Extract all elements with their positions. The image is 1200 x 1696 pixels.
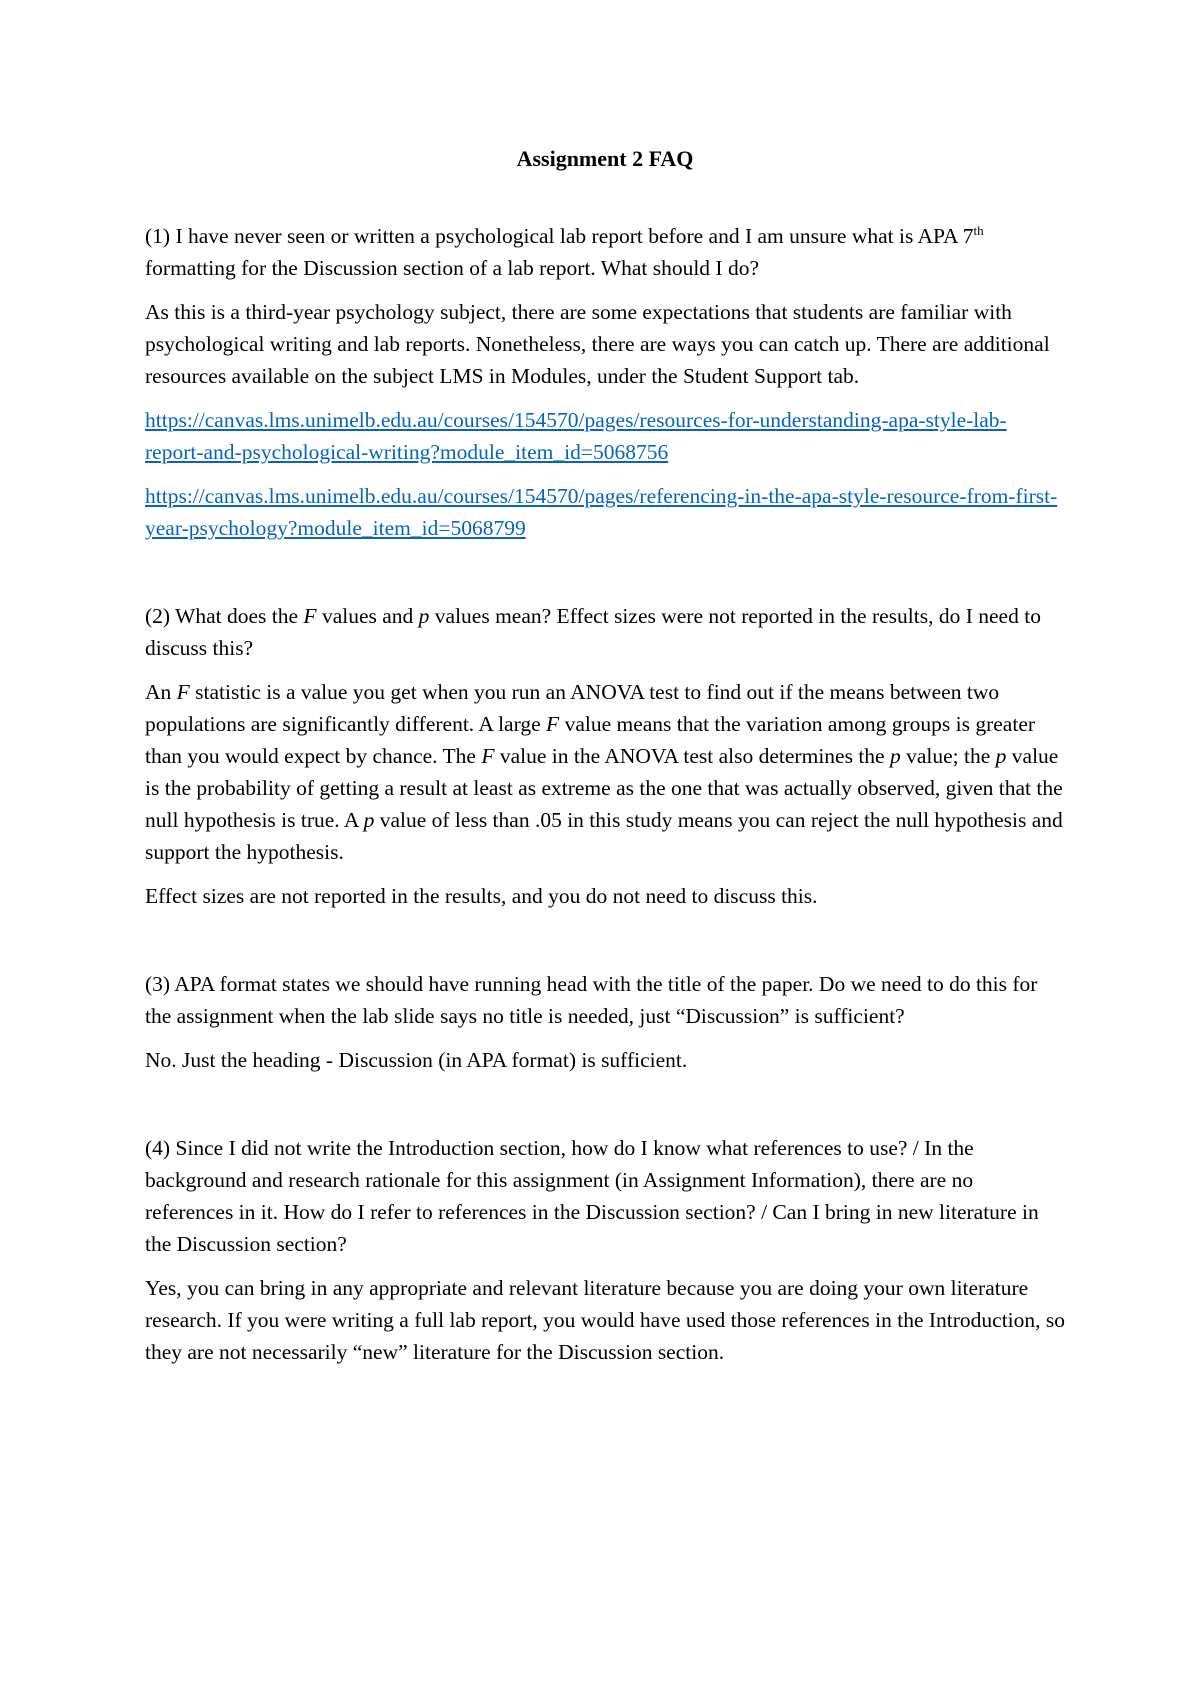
faq-3-answer: No. Just the heading - Discussion (in APA format) is sufficient. xyxy=(145,1048,688,1072)
faq-2-a-text-3: value means that the variation among groups is greater than you would expect by chance. The xyxy=(145,712,1036,768)
document-title: Assignment 2 FAQ xyxy=(516,146,694,171)
faq-item-1 xyxy=(145,220,1065,544)
document-body xyxy=(145,142,1065,1380)
faq-1-question-text-a: (1) I have never seen or written a psychological lab report before and I am unsure what is APA 7 xyxy=(145,224,974,248)
faq-2-a-text-6: value is the probability of getting a result at least as extreme as the one that was actually observed, given that the null hypothesis is true. A xyxy=(145,744,1063,832)
faq-1-link-2-paragraph xyxy=(145,480,1065,544)
faq-2-q-text-3: values mean? Effect sizes were not reported in the results, do I need to discuss this? xyxy=(145,604,1041,660)
section-spacer xyxy=(145,556,1065,600)
faq-2-q-italic-2: p xyxy=(418,604,430,628)
faq-2-a-text-2: statistic is a value you get when you run an ANOVA test to find out if the means between two populations are significantly different. A large xyxy=(145,680,1000,736)
faq-1-question-text-b: formatting for the Discussion section of a lab report. What should I do? xyxy=(145,256,759,280)
faq-2-a-text-1: An xyxy=(145,680,177,704)
faq-4-answer: Yes, you can bring in any appropriate and relevant literature because you are doing your own literature research. If you were writing a full lab report, you would have used those references in the Introduction, so they are not necessarily “new” literature for the Discussion section. xyxy=(145,1276,1066,1364)
section-spacer xyxy=(145,1088,1065,1132)
faq-2-answer xyxy=(145,676,1065,868)
resource-link-apa-referencing[interactable]: https://canvas.lms.unimelb.edu.au/courses/154570/pages/referencing-in-the-apa-style-resource-from-first-year-psychology?module_item_id=5068799 xyxy=(145,484,1058,540)
faq-2-q-text-1: (2) What does the xyxy=(145,604,304,628)
faq-1-link-1-paragraph xyxy=(145,404,1065,468)
faq-1-question xyxy=(145,220,1065,284)
faq-item-3 xyxy=(145,968,1065,1076)
faq-1-question-superscript: th xyxy=(973,222,984,238)
resource-link-apa-lab-report[interactable]: https://canvas.lms.unimelb.edu.au/courses/154570/pages/resources-for-understanding-apa-style-lab-report-and-psychological-writing?module_item_id=5068756 xyxy=(145,408,1007,464)
faq-item-4 xyxy=(145,1132,1065,1368)
faq-2-a-italic-2: F xyxy=(546,712,560,736)
faq-2-a-italic-5: p xyxy=(995,744,1007,768)
section-spacer xyxy=(145,924,1065,968)
faq-2-a-italic-4: p xyxy=(889,744,901,768)
faq-2-q-text-2: values and xyxy=(316,604,419,628)
faq-2-a-italic-3: F xyxy=(481,744,495,768)
faq-2-answer-effect-sizes: Effect sizes are not reported in the results, and you do not need to discuss this. xyxy=(145,884,818,908)
faq-2-a-italic-1: F xyxy=(176,680,190,704)
faq-2-a-italic-6: p xyxy=(363,808,375,832)
faq-2-question xyxy=(145,600,1065,664)
faq-2-a-text-4: value in the ANOVA test also determines the xyxy=(494,744,890,768)
faq-2-a-text-5: value; the xyxy=(900,744,996,768)
faq-4-question: (4) Since I did not write the Introduction section, how do I know what references to use? / In the background and research rationale for this assignment (in Assignment Information), there are no references in it. How do I refer to references in the Discussion section? / Can I bring in new literature in the Discussion section? xyxy=(145,1136,1039,1256)
faq-item-2 xyxy=(145,600,1065,912)
faq-3-question: (3) APA format states we should have running head with the title of the paper. Do we need to do this for the assignment when the lab slide says no title is needed, just “Discussion” is sufficient? xyxy=(145,972,1038,1028)
faq-1-answer: As this is a third-year psychology subject, there are some expectations that students are familiar with psychological writing and lab reports. Nonetheless, there are ways you can catch up. There are additional resources available on the subject LMS in Modules, under the Student Support tab. xyxy=(145,300,1050,388)
faq-2-q-italic-1: F xyxy=(303,604,317,628)
faq-2-a-text-7: value of less than .05 in this study means you can reject the null hypothesis and support the hypothesis. xyxy=(145,808,1063,864)
